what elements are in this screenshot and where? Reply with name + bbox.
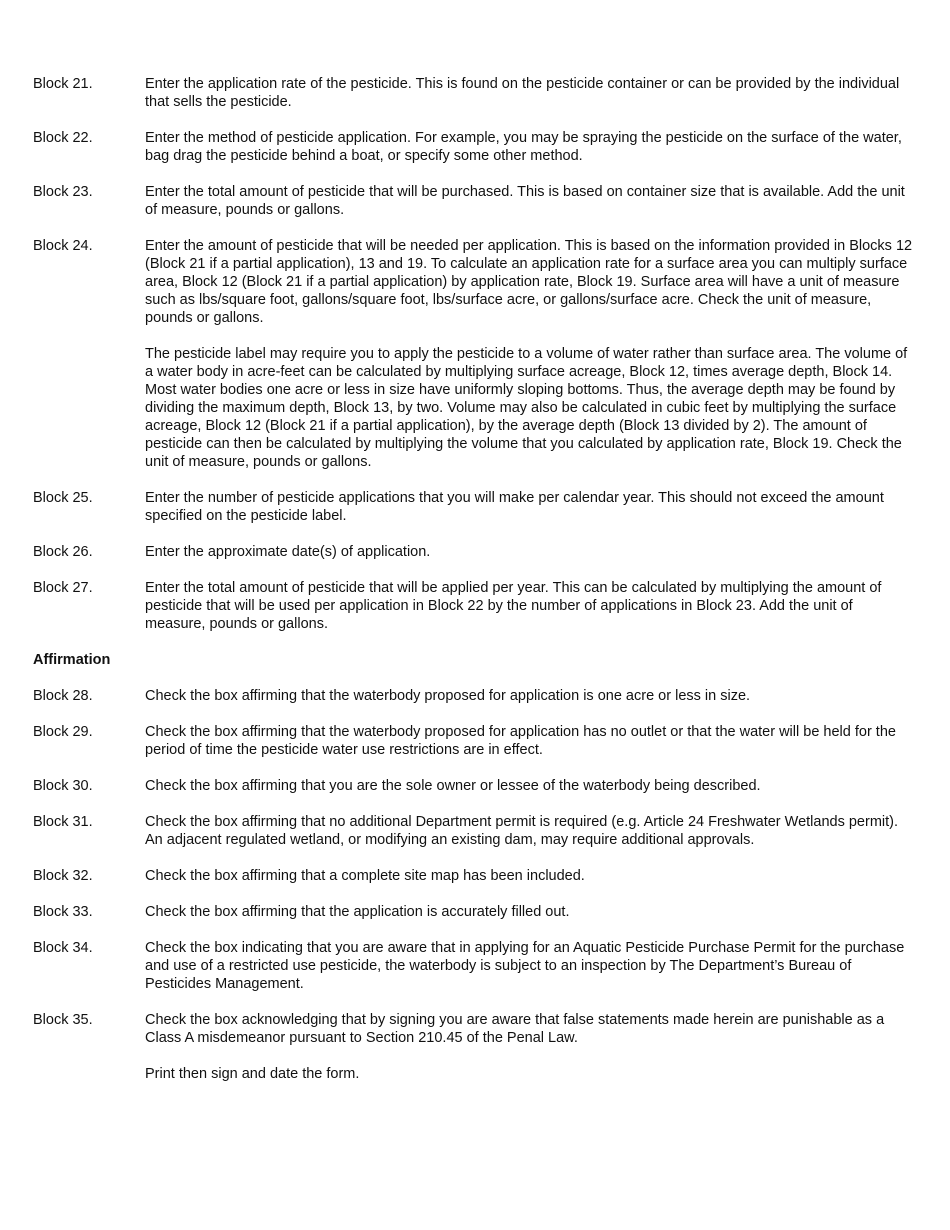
block-paragraph: Check the box affirming that no additional Department permit is required (e.g. Article 24 Freshwater Wetlands permit). An adjacent regulated wetland, or modifying an existing dam, may require additional approvals. (145, 814, 899, 848)
block-entry (33, 129, 913, 165)
block-body (145, 813, 913, 849)
instruction-blocks-list (33, 75, 913, 633)
block-paragraph: Check the box indicating that you are aware that in applying for an Aquatic Pesticide Purchase Permit for the purchase and use of a restricted use pesticide, the waterbody is subject to an inspection by The Department’s Bureau of Pesticides Management. (145, 940, 905, 992)
block-body (145, 75, 913, 111)
block-entry (33, 939, 913, 993)
block-body (145, 939, 913, 993)
block-body (145, 903, 913, 921)
block-entry (33, 867, 913, 885)
block-paragraph: Enter the application rate of the pesticide. This is found on the pesticide container or can be provided by the individual that sells the pesticide. (145, 76, 900, 110)
block-paragraph: Check the box acknowledging that by signing you are aware that false statements made herein are punishable as a Class A misdemeanor pursuant to Section 210.45 of the Penal Law. (145, 1012, 885, 1046)
block-paragraph: Enter the approximate date(s) of application. (145, 544, 431, 560)
block-paragraph: Enter the amount of pesticide that will be needed per application. This is based on the information provided in Blocks 12 (Block 21 if a partial application), 13 and 19. To calculate an application rate for a surface area you can multiply surface area, Block 12 (Block 21 if a partial application) by application rate, Block 19. Surface area will have a unit of measure such as lbs/square foot, gallons/square foot, lbs/surface acre, or gallons/surface acre. Check the unit of measure, pounds or gallons. (145, 238, 913, 326)
block-body (145, 543, 913, 561)
block-entry (33, 723, 913, 759)
block-entry (33, 687, 913, 705)
block-label: Block 24. (33, 238, 93, 254)
affirmation-blocks-list (33, 687, 913, 1047)
block-entry (33, 237, 913, 471)
block-body (145, 237, 913, 471)
block-label: Block 31. (33, 814, 93, 830)
block-label: Block 21. (33, 76, 93, 92)
instructions-content (33, 75, 913, 1083)
block-label: Block 33. (33, 904, 93, 920)
block-paragraph: Check the box affirming that the waterbody proposed for application is one acre or less in size. (145, 688, 751, 704)
block-paragraph: Enter the total amount of pesticide that will be purchased. This is based on container size that is available. Add the unit of measure, pounds or gallons. (145, 184, 905, 218)
block-paragraph: The pesticide label may require you to apply the pesticide to a volume of water rather than surface area. The volume of a water body in acre-feet can be calculated by multiplying surface acreage, Block 12, times average depth, Block 14. Most water bodies one acre or less in size have uniformly sloping bottoms. Thus, the average depth may be found by dividing the maximum depth, Block 13, by two. Volume may also be calculated in cubic feet by multiplying the surface acreage, Block 12 (Block 21 if a partial application), by the average depth (Block 13 divided by 2). The amount of pesticide can then be calculated by multiplying the volume that you calculated by application rate, Block 19. Check the unit of measure, pounds or gallons. (145, 346, 908, 470)
block-paragraph: Enter the number of pesticide applications that you will make per calendar year. This should not exceed the amount specified on the pesticide label. (145, 490, 884, 524)
block-label: Block 28. (33, 688, 93, 704)
block-body (145, 723, 913, 759)
block-body (145, 687, 913, 705)
block-entry (33, 579, 913, 633)
block-paragraph: Check the box affirming that the waterbody proposed for application has no outlet or that the water will be held for the period of time the pesticide water use restrictions are in effect. (145, 724, 896, 758)
block-body (145, 183, 913, 219)
block-paragraph: Check the box affirming that the application is accurately filled out. (145, 904, 570, 920)
affirmation-heading: Affirmation (33, 652, 111, 668)
block-paragraph: Check the box affirming that you are the sole owner or lessee of the waterbody being described. (145, 778, 761, 794)
block-paragraph: Enter the total amount of pesticide that will be applied per year. This can be calculated by multiplying the amount of pesticide that will be used per application in Block 22 by the number of applications in Block 23. Add the unit of measure, pounds or gallons. (145, 580, 882, 632)
block-label: Block 29. (33, 724, 93, 740)
block-body (145, 129, 913, 165)
block-label: Block 35. (33, 1012, 93, 1028)
block-body (145, 867, 913, 885)
block-entry (33, 543, 913, 561)
closing-note: Print then sign and date the form. (145, 1066, 360, 1082)
block-body (145, 489, 913, 525)
block-paragraph: Check the box affirming that a complete site map has been included. (145, 868, 585, 884)
block-paragraph: Enter the method of pesticide application. For example, you may be spraying the pesticide on the surface of the water, bag drag the pesticide behind a boat, or specify some other method. (145, 130, 902, 164)
block-entry (33, 777, 913, 795)
block-entry (33, 903, 913, 921)
block-label: Block 26. (33, 544, 93, 560)
block-entry (33, 813, 913, 849)
block-entry (33, 75, 913, 111)
block-label: Block 25. (33, 490, 93, 506)
block-entry (33, 489, 913, 525)
block-body (145, 777, 913, 795)
block-label: Block 30. (33, 778, 93, 794)
block-label: Block 27. (33, 580, 93, 596)
block-label: Block 34. (33, 940, 93, 956)
block-body (145, 1011, 913, 1047)
block-label: Block 23. (33, 184, 93, 200)
block-label: Block 22. (33, 130, 93, 146)
block-body (145, 579, 913, 633)
block-entry (33, 183, 913, 219)
block-label: Block 32. (33, 868, 93, 884)
block-entry (33, 1011, 913, 1047)
